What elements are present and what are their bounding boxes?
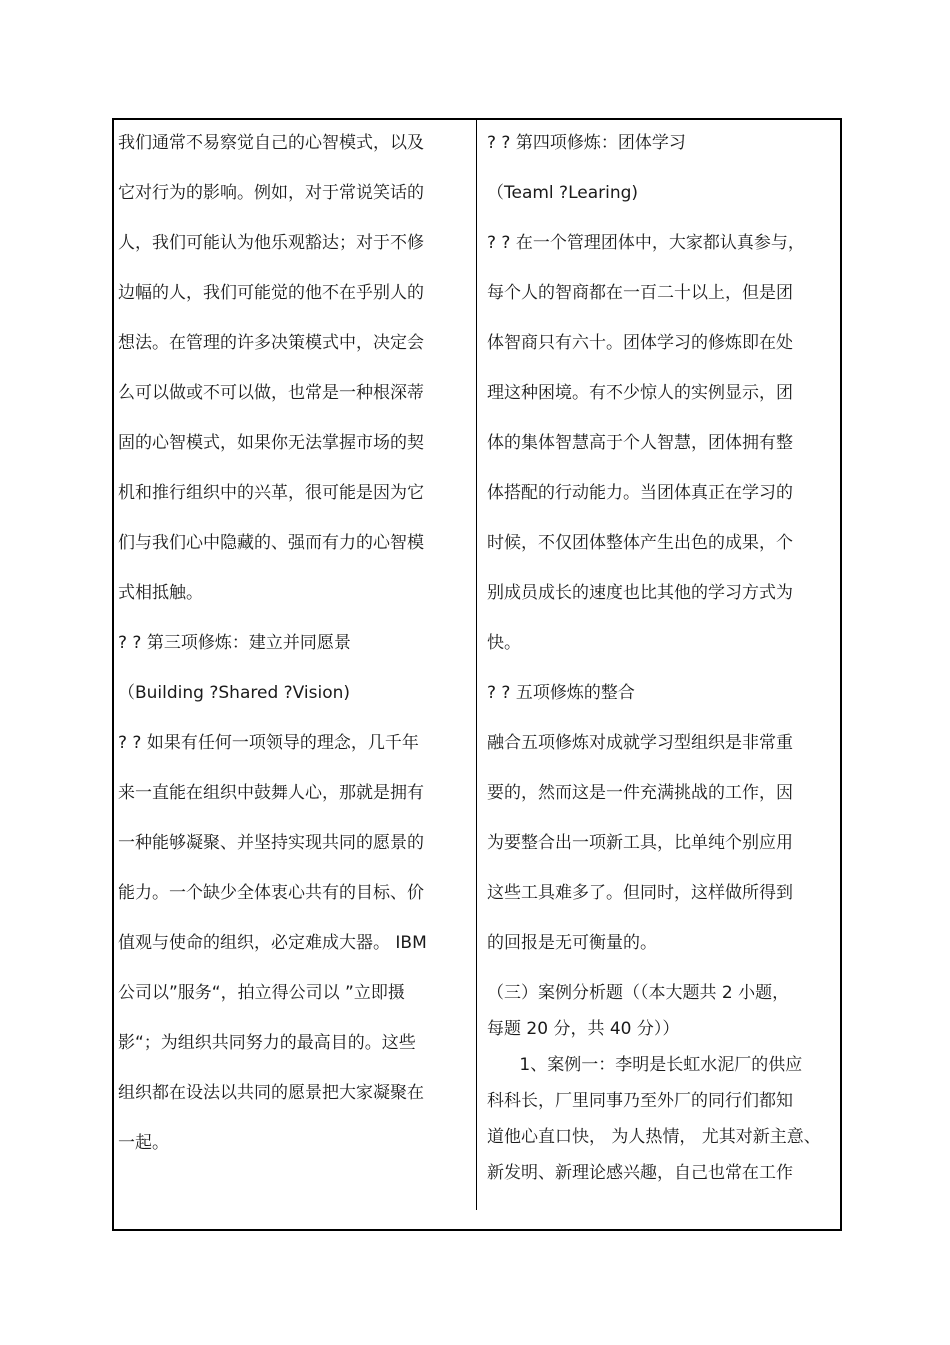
case-text-line: 新发明、新理论感兴趣，自己也常在工作 [487, 1163, 793, 1183]
section-heading: ? ? 第三项修炼：建立并同愿景 [118, 633, 351, 653]
text-line: 边幅的人，我们可能觉的他不在乎别人的 [118, 283, 424, 303]
text-line: 融合五项修炼对成就学习型组织是非常重 [487, 733, 793, 753]
text-line: 快。 [487, 633, 521, 653]
text-line: 每个人的智商都在一百二十以上，但是团 [487, 283, 793, 303]
text-line: 为要整合出一项新工具，比单纯个别应用 [487, 833, 793, 853]
case-text-line: 科科长，厂里同事乃至外厂的同行们都知 [487, 1091, 793, 1111]
text-line: 公司以”服务“，拍立得公司以 ”立即摄 [118, 983, 405, 1003]
text-line: 时候，不仅团体整体产生出色的成果，个 [487, 533, 793, 553]
text-line: 想法。在管理的许多决策模式中，决定会 [118, 333, 424, 353]
text-line: 组织都在设法以共同的愿景把大家凝聚在 [118, 1083, 424, 1103]
text-line: 值观与使命的组织，必定难成大器。 IBM [118, 933, 427, 953]
text-line: 么可以做或不可以做，也常是一种根深蒂 [118, 383, 424, 403]
text-line: 我们通常不易察觉自己的心智模式，以及 [118, 133, 424, 153]
text-line: 机和推行组织中的兴革，很可能是因为它 [118, 483, 424, 503]
question-header: 每题 20 分，共 40 分）） [487, 1019, 680, 1039]
text-line: 的回报是无可衡量的。 [487, 933, 657, 953]
section-heading: ? ? 五项修炼的整合 [487, 683, 635, 703]
text-line: 要的，然而这是一件充满挑战的工作，因 [487, 783, 793, 803]
text-line: 别成员成长的速度也比其他的学习方式为 [487, 583, 793, 603]
text-line: 来一直能在组织中鼓舞人心，那就是拥有 [118, 783, 424, 803]
text-line: 式相抵触。 [118, 583, 203, 603]
question-header: （三）案例分析题（（本大题共 2 小题， [487, 983, 790, 1003]
text-line: 体搭配的行动能力。当团体真正在学习的 [487, 483, 793, 503]
text-line: 一种能够凝聚、并坚持实现共同的愿景的 [118, 833, 424, 853]
text-line: 理这种困境。有不少惊人的实例显示，团 [487, 383, 793, 403]
text-line: 能力。一个缺少全体衷心共有的目标、价 [118, 883, 424, 903]
case-text-line: 道他心直口快， 为人热情， 尤其对新主意、 [487, 1127, 821, 1147]
section-heading: ? ? 第四项修炼：团体学习 [487, 133, 686, 153]
text-line: 人，我们可能认为他乐观豁达；对于不修 [118, 233, 424, 253]
text-line: 这些工具难多了。但同时，这样做所得到 [487, 883, 793, 903]
section-subheading: （Building ?Shared ?Vision) [118, 683, 351, 703]
section-subheading: （Teaml ?Learing) [487, 183, 639, 203]
left-column [118, 130, 468, 1180]
text-line: 体智商只有六十。团体学习的修炼即在处 [487, 333, 793, 353]
column-divider [476, 120, 477, 1210]
text-line: ? ? 在一个管理团体中，大家都认真参与， [487, 233, 805, 253]
text-line: 们与我们心中隐藏的、强而有力的心智模 [118, 533, 424, 553]
text-line: ? ? 如果有任何一项领导的理念，几千年 [118, 733, 419, 753]
case-text-line: 1、案例一：李明是长虹水泥厂的供应 [487, 1055, 803, 1075]
text-line: 一起。 [118, 1133, 169, 1153]
right-column [487, 130, 832, 1196]
text-line: 它对行为的影响。例如，对于常说笑话的 [118, 183, 424, 203]
text-line: 体的集体智慧高于个人智慧，团体拥有整 [487, 433, 793, 453]
text-line: 影“；为组织共同努力的最高目的。这些 [118, 1033, 416, 1053]
text-line: 固的心智模式，如果你无法掌握市场的契 [118, 433, 424, 453]
